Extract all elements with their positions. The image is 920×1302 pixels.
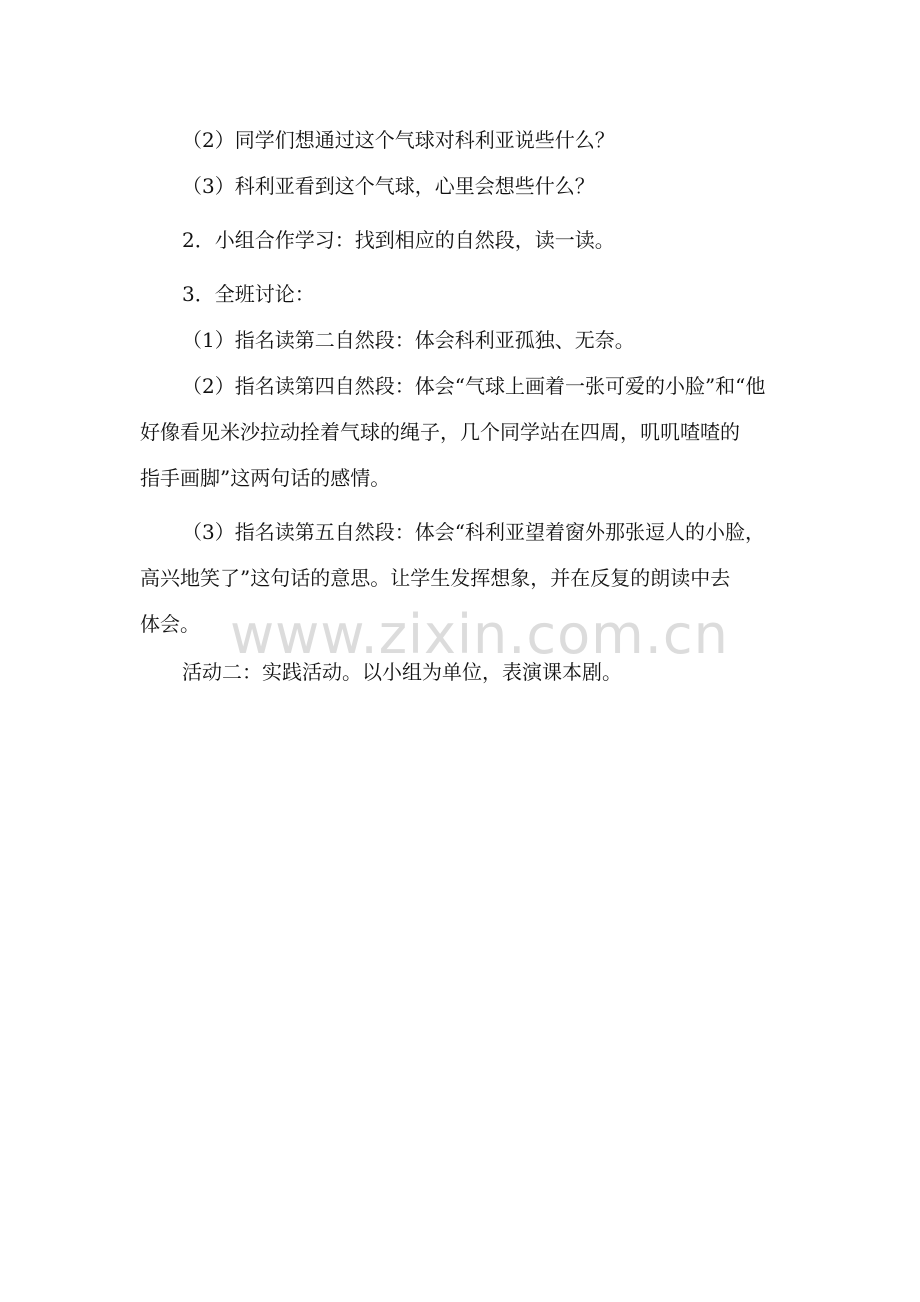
document-body (140, 118, 780, 696)
paragraph-discussion-3-line-3: 体会。 (140, 612, 200, 636)
paragraph-activity-2: 活动二：实践活动。以小组为单位，表演课本剧。 (182, 660, 622, 684)
paragraph-discussion-2-line-3: 指手画脚”这两句话的感情。 (140, 466, 391, 490)
paragraph-step-2: 2．小组合作学习：找到相应的自然段，读一读。 (182, 228, 615, 252)
paragraph-discussion-3 (140, 510, 780, 650)
paragraph-discussion-1: （1）指名读第二自然段：体会科利亚孤独、无奈。 (182, 328, 635, 352)
watermark: www.zixin.com.cn (230, 603, 729, 666)
paragraph-question-3: （3）科利亚看到这个气球，心里会想些什么？ (182, 174, 595, 198)
paragraph-step-3: 3．全班讨论： (182, 282, 315, 306)
paragraph-question-2: （2）同学们想通过这个气球对科利亚说些什么？ (182, 128, 615, 152)
paragraph-discussion-2 (140, 364, 780, 510)
paragraph-discussion-2-line-2: 好像看见米沙拉动拴着气球的绳子，几个同学站在四周，叽叽喳喳的 (140, 420, 740, 444)
paragraph-discussion-2-line-1: （2）指名读第四自然段：体会“气球上画着一张可爱的小脸”和“他 (182, 374, 766, 398)
paragraph-discussion-3-line-1: （3）指名读第五自然段：体会“科利亚望着窗外那张逗人的小脸， (182, 520, 765, 544)
paragraph-discussion-3-line-2: 高兴地笑了”这句话的意思。让学生发挥想象，并在反复的朗读中去 (140, 566, 731, 590)
